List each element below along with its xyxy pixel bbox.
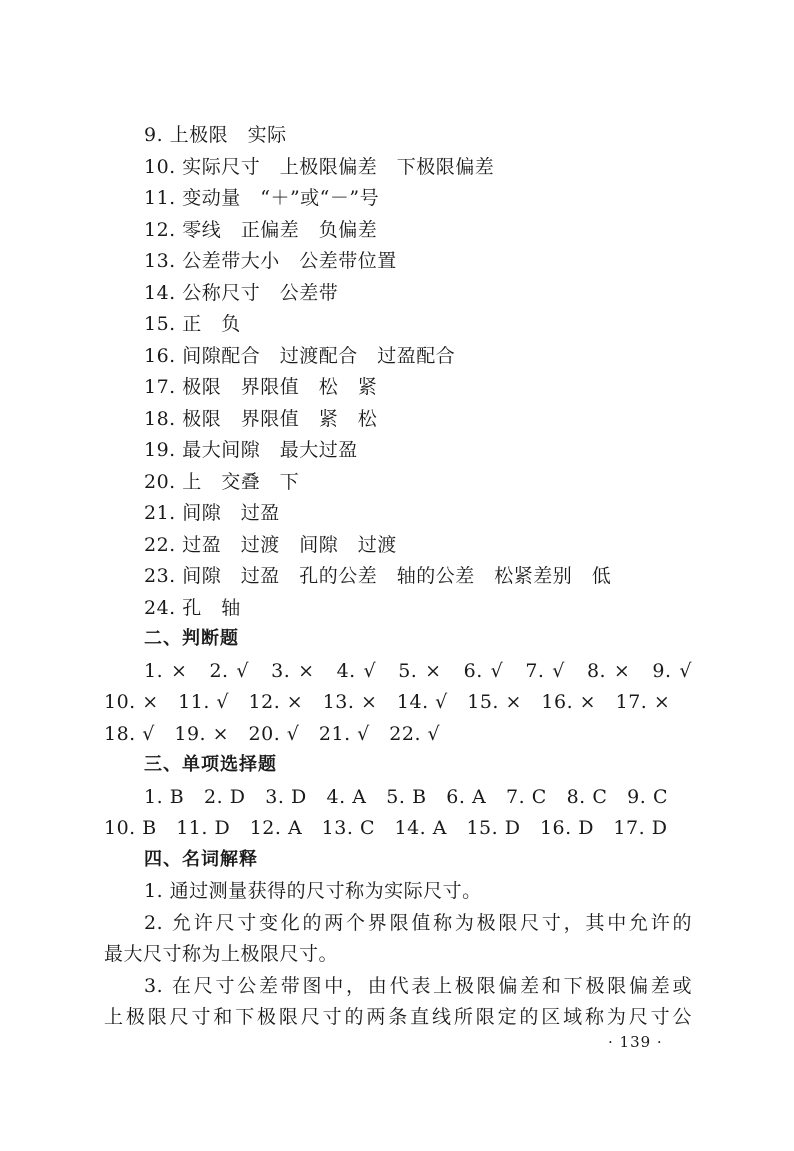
answer-line-22: 22. 过盈 过渡 间隙 过渡 xyxy=(144,534,397,556)
answer-line-17: 17. 极限 界限值 松 紧 xyxy=(144,376,378,398)
answer-line-14: 14. 公称尺寸 公差带 xyxy=(144,282,339,304)
answer-line-9: 9. 上极限 实际 xyxy=(144,124,287,146)
judgement-line-2: 10. × 11. √ 12. × 13. × 14. √ 15. × 16. × 17. × xyxy=(104,691,671,713)
terms-line-3: 最大尺寸称为上极限尺寸。 xyxy=(104,943,339,965)
section-heading-choice: 三、单项选择题 xyxy=(144,754,277,775)
choice-line-2: 10. B 11. D 12. A 13. C 14. A 15. D 16. D 17. D xyxy=(104,817,668,839)
section-heading-judgement: 二、判断题 xyxy=(144,628,239,649)
terms-line-2: 2. 允许尺寸变化的两个界限值称为极限尺寸，其中允许的 xyxy=(144,912,692,934)
answer-line-24: 24. 孔 轴 xyxy=(144,597,241,619)
section-heading-terms: 四、名词解释 xyxy=(144,849,258,870)
answer-line-16: 16. 间隙配合 过渡配合 过盈配合 xyxy=(144,345,456,367)
terms-line-5: 上极限尺寸和下极限尺寸的两条直线所限定的区域称为尺寸公 xyxy=(104,1006,692,1028)
answer-line-15: 15. 正 负 xyxy=(144,313,241,335)
answer-line-10: 10. 实际尺寸 上极限偏差 下极限偏差 xyxy=(144,156,495,178)
answer-line-13: 13. 公差带大小 公差带位置 xyxy=(144,250,397,272)
judgement-line-1: 1. × 2. √ 3. × 4. √ 5. × 6. √ 7. √ 8. × 9. √ xyxy=(144,660,692,682)
judgement-line-3: 18. √ 19. × 20. √ 21. √ 22. √ xyxy=(104,723,441,745)
terms-line-1: 1. 通过测量获得的尺寸称为实际尺寸。 xyxy=(144,880,482,902)
choice-line-1: 1. B 2. D 3. D 4. A 5. B 6. A 7. C 8. C 9. C xyxy=(144,786,668,808)
answer-line-19: 19. 最大间隙 最大过盈 xyxy=(144,439,358,461)
page-number: · 139 · xyxy=(608,1033,663,1051)
answer-line-12: 12. 零线 正偏差 负偏差 xyxy=(144,219,378,241)
answer-line-21: 21. 间隙 过盈 xyxy=(144,502,280,524)
terms-line-4: 3. 在尺寸公差带图中，由代表上极限偏差和下极限偏差或 xyxy=(144,975,692,997)
answer-line-11: 11. 变动量 “＋”或“－”号 xyxy=(144,187,380,209)
answer-line-23: 23. 间隙 过盈 孔的公差 轴的公差 松紧差别 低 xyxy=(144,565,612,587)
answer-line-18: 18. 极限 界限值 紧 松 xyxy=(144,408,378,430)
answer-line-20: 20. 上 交叠 下 xyxy=(144,471,300,493)
